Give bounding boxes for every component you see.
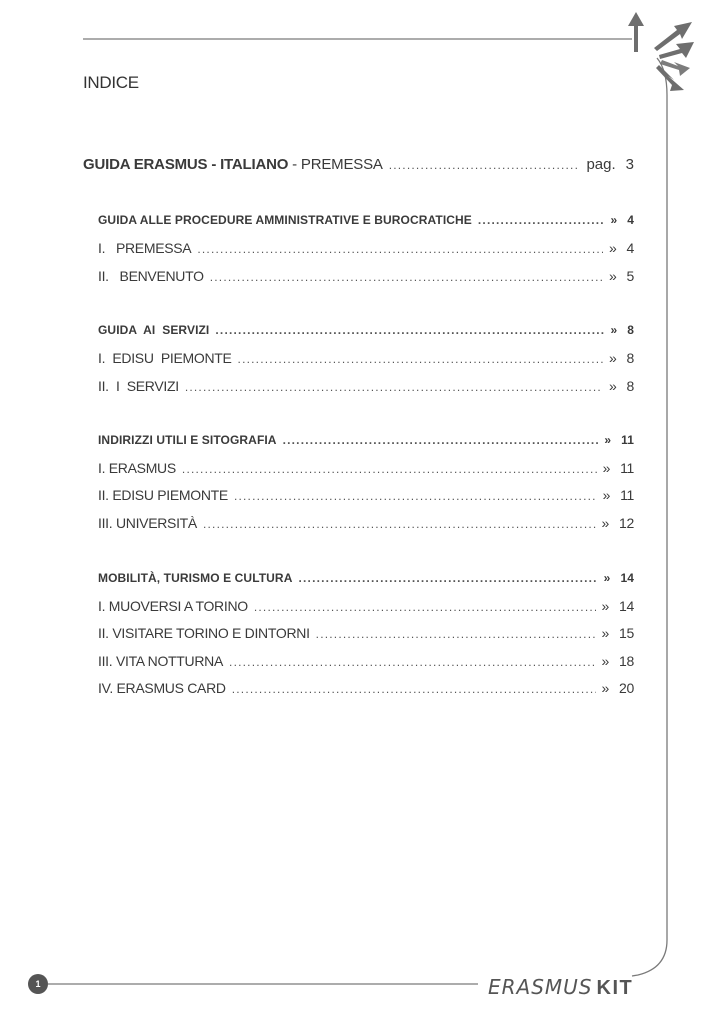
toc-page-number: 11 xyxy=(620,487,634,503)
toc-page-number: 20 xyxy=(619,680,634,696)
toc-page-number: 8 xyxy=(627,323,634,337)
toc-item-label: I. MUOVERSI A TORINO xyxy=(98,598,248,614)
toc-item[interactable] xyxy=(98,680,634,696)
leader-dots xyxy=(229,655,595,669)
page-number-badge: 1 xyxy=(28,974,48,994)
toc-page-marker: » xyxy=(609,268,617,284)
leader-dots xyxy=(316,627,596,641)
toc-page-number: 3 xyxy=(625,156,634,173)
toc-page-number: 15 xyxy=(619,625,634,641)
brand-logo-part1: ERASMUS xyxy=(488,975,593,999)
leader-dots xyxy=(478,213,605,227)
toc-section-label: INDIRIZZI UTILI E SITOGRAFIA xyxy=(98,433,277,447)
leader-dots xyxy=(254,600,596,614)
toc-page-marker: » xyxy=(610,323,618,337)
toc-page-number: 8 xyxy=(626,378,634,394)
toc-page-marker: » xyxy=(602,460,611,476)
toc-page-marker: » xyxy=(609,240,617,256)
toc-item-label: I. ERASMUS xyxy=(98,460,176,476)
toc-item[interactable] xyxy=(98,515,634,531)
leader-dots xyxy=(210,270,603,284)
brand-logo xyxy=(488,975,633,1000)
toc-item[interactable] xyxy=(98,240,634,256)
toc-item-label: III. VITA NOTTURNA xyxy=(98,653,224,669)
toc-page-number: 4 xyxy=(626,240,634,256)
leader-dots xyxy=(203,517,596,531)
toc-page-marker: » xyxy=(601,680,610,696)
toc-item[interactable] xyxy=(98,625,634,641)
page-title: INDICE xyxy=(83,73,139,92)
toc-main-bold: GUIDA ERASMUS - ITALIANO xyxy=(83,156,289,173)
toc-item-label: II. VISITARE TORINO E DINTORNI xyxy=(98,625,310,641)
toc-item-label: II. BENVENUTO xyxy=(98,268,204,284)
toc-page-number: 14 xyxy=(619,598,634,614)
toc-item[interactable] xyxy=(98,350,634,366)
toc-item[interactable] xyxy=(98,460,634,476)
toc-page-marker: » xyxy=(609,378,617,394)
toc-page-marker: pag. xyxy=(586,156,616,173)
toc-main-entry[interactable] xyxy=(83,156,634,173)
toc-item[interactable] xyxy=(98,268,634,284)
toc-page-number: 11 xyxy=(621,433,634,447)
toc-page-marker: » xyxy=(601,515,610,531)
toc-page-number: 4 xyxy=(627,213,634,227)
toc-item-label: II. EDISU PIEMONTE xyxy=(98,487,228,503)
toc-section-heading[interactable] xyxy=(98,323,634,337)
toc-section-label: GUIDA AI SERVIZI xyxy=(98,323,210,337)
toc-item-label: I. EDISU PIEMONTE xyxy=(98,350,232,366)
toc-section-heading[interactable] xyxy=(98,213,634,227)
leader-dots xyxy=(389,158,581,172)
toc-section-label: MOBILITÀ, TURISMO E CULTURA xyxy=(98,571,293,585)
toc-item[interactable] xyxy=(98,378,634,394)
toc-item-label: II. I SERVIZI xyxy=(98,378,179,394)
toc-page-number: 12 xyxy=(619,515,634,531)
leader-dots xyxy=(185,380,603,394)
toc-item-label: IV. ERASMUS CARD xyxy=(98,680,226,696)
leader-dots xyxy=(182,462,597,476)
toc-page-marker: » xyxy=(604,433,612,447)
toc-item[interactable] xyxy=(98,653,634,669)
toc-page-number: 8 xyxy=(626,350,634,366)
toc-page-marker: » xyxy=(603,571,611,585)
toc-section-heading[interactable] xyxy=(98,571,634,585)
toc-page-number: 11 xyxy=(620,460,634,476)
leader-dots xyxy=(232,682,596,696)
leader-dots xyxy=(298,571,597,585)
leader-dots xyxy=(215,323,604,337)
toc-page-marker: » xyxy=(601,625,610,641)
toc-page-marker: » xyxy=(601,598,610,614)
toc-item-label: III. UNIVERSITÀ xyxy=(98,515,197,531)
leader-dots xyxy=(234,489,597,503)
toc-section-label: GUIDA ALLE PROCEDURE AMMINISTRATIVE E BUROCRATICHE xyxy=(98,213,472,227)
toc-page-marker: » xyxy=(601,653,610,669)
toc-main-rest: - PREMESSA xyxy=(288,156,383,173)
leader-dots xyxy=(238,352,603,366)
toc-page-marker: » xyxy=(602,487,611,503)
toc-item[interactable] xyxy=(98,487,634,503)
toc-page-number: 5 xyxy=(626,268,634,284)
toc-page-number: 18 xyxy=(619,653,634,669)
leader-dots xyxy=(197,242,603,256)
leader-dots xyxy=(283,433,599,447)
toc-page-number: 14 xyxy=(620,571,634,585)
brand-logo-part2: KIT xyxy=(596,977,634,999)
toc-page-marker: » xyxy=(609,350,617,366)
toc-item[interactable] xyxy=(98,598,634,614)
toc-page-marker: » xyxy=(610,213,618,227)
toc-main-label xyxy=(83,156,383,173)
toc-section-heading[interactable] xyxy=(98,433,634,447)
arrows-logo-icon xyxy=(624,12,696,92)
toc-item-label: I. PREMESSA xyxy=(98,240,192,256)
